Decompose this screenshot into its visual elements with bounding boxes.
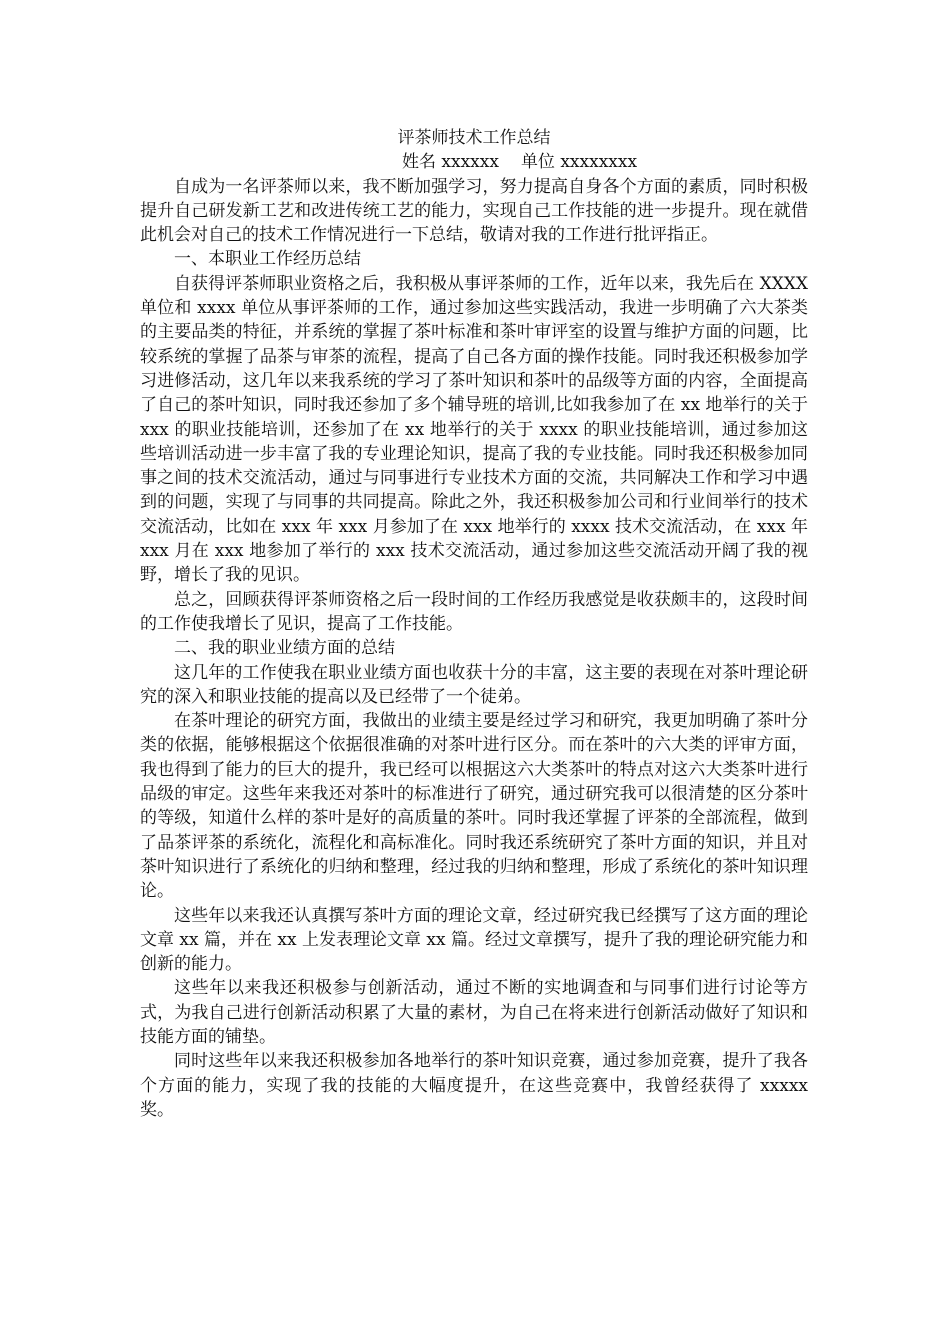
- paragraph: 同时这些年以来我还积极参加各地举行的茶叶知识竞赛，通过参加竞赛，提升了我各个方面的能力，实现了我的技能的大幅度提升，在这些竞赛中，我曾经获得了 xxxxx 奖。: [140, 1051, 808, 1120]
- paragraph: 自获得评茶师职业资格之后，我积极从事评茶师的工作，近年以来，我先后在 XXXX 单位和 xxxx 单位从事评茶师的工作，通过参加这些实践活动，我进一步明确了六大茶类的主要品类的特征，并系统的掌握了茶叶标准和茶叶审评室的设置与维护方面的问题，比较系统的掌握了品茶与审茶的流程，提高了自己各方面的操作技能。同时我还积极参加学习进修活动，这几年以来我系统的学习了茶叶知识和茶叶的品级等方面的内容，全面提高了自己的茶叶知识，同时我还参加了多个辅导班的培训,比如我参加了在 xx 地举行的关于 xxx 的职业技能培训，还参加了在 xx 地举行的关于 xxxx 的职业技能培训，通过参加这些培训活动进一步丰富了我的专业理论知识，提高了我的专业技能。同时我还积极参加同事之间的技术交流活动，通过与同事进行专业技术方面的交流，共同解决工作和学习中遇到的问题，实现了与同事的共同提高。除此之外，我还积极参加公司和行业间举行的技术交流活动，比如在 xxx 年 xxx 月参加了在 xxx 地举行的 xxxx 技术交流活动，在 xxx 年 xxx 月在 xxx 地参加了举行的 xxx 技术交流活动，通过参加这些交流活动开阔了我的视野，增长了我的见识。: [140, 273, 808, 586]
- intro-paragraph: 自成为一名评茶师以来，我不断加强学习，努力提高自身各个方面的素质，同时积极提升自己研发新工艺和改进传统工艺的能力，实现自己工作技能的进一步提升。现在就借此机会对自己的技术工作情况进行一下总结，敬请对我的工作进行批评指正。: [140, 176, 808, 246]
- section-heading-1: 一、本职业工作经历总结: [174, 249, 361, 270]
- byline-unit: 单位 xxxxxxxx: [520, 152, 638, 173]
- document-title: 评茶师技术工作总结: [397, 128, 551, 148]
- byline: [140, 150, 808, 174]
- paragraph: 这些年以来我还认真撰写茶叶方面的理论文章，经过研究我已经撰写了这方面的理论文章 xx 篇，并在 xx 上发表理论文章 xx 篇。经过文章撰写，提升了我的理论研究能力和创新的能力。: [140, 905, 808, 975]
- paragraph: 这几年的工作使我在职业业绩方面也收获十分的丰富，这主要的表现在对茶叶理论研究的深入和职业技能的提高以及已经带了一个徒弟。: [140, 662, 808, 707]
- paragraph: 总之，回顾获得评茶师资格之后一段时间的工作经历我感觉是收获颇丰的，这段时间的工作使我增长了见识，提高了工作技能。: [140, 589, 808, 634]
- paragraph: 这些年以来我还积极参与创新活动，通过不断的实地调查和与同事们进行讨论等方式，为我自己进行创新活动积累了大量的素材，为自己在将来进行创新活动做好了知识和技能方面的铺垫。: [140, 978, 808, 1047]
- byline-name: 姓名 xxxxxx: [402, 152, 499, 173]
- document-body: [140, 126, 808, 1122]
- paragraph: 在茶叶理论的研究方面，我做出的业绩主要是经过学习和研究，我更加明确了茶叶分类的依据，能够根据这个依据很准确的对茶叶进行区分。而在茶叶的六大类的评审方面，我也得到了能力的巨大的提升，我已经可以根据这六大类茶叶的特点对这六大类茶叶进行品级的审定。这些年来我还对茶叶的标准进行了研究，通过研究我可以很清楚的区分茶叶的等级，知道什么样的茶叶是好的高质量的茶叶。同时我还掌握了评茶的全部流程，做到了品茶评茶的系统化，流程化和高标准化。同时我还系统研究了茶叶方面的知识，并且对茶叶知识进行了系统化的归纳和整理，经过我的归纳和整理，形成了系统化的茶叶知识理论。: [140, 711, 808, 902]
- section-heading-2: 二、我的职业业绩方面的总结: [174, 638, 395, 659]
